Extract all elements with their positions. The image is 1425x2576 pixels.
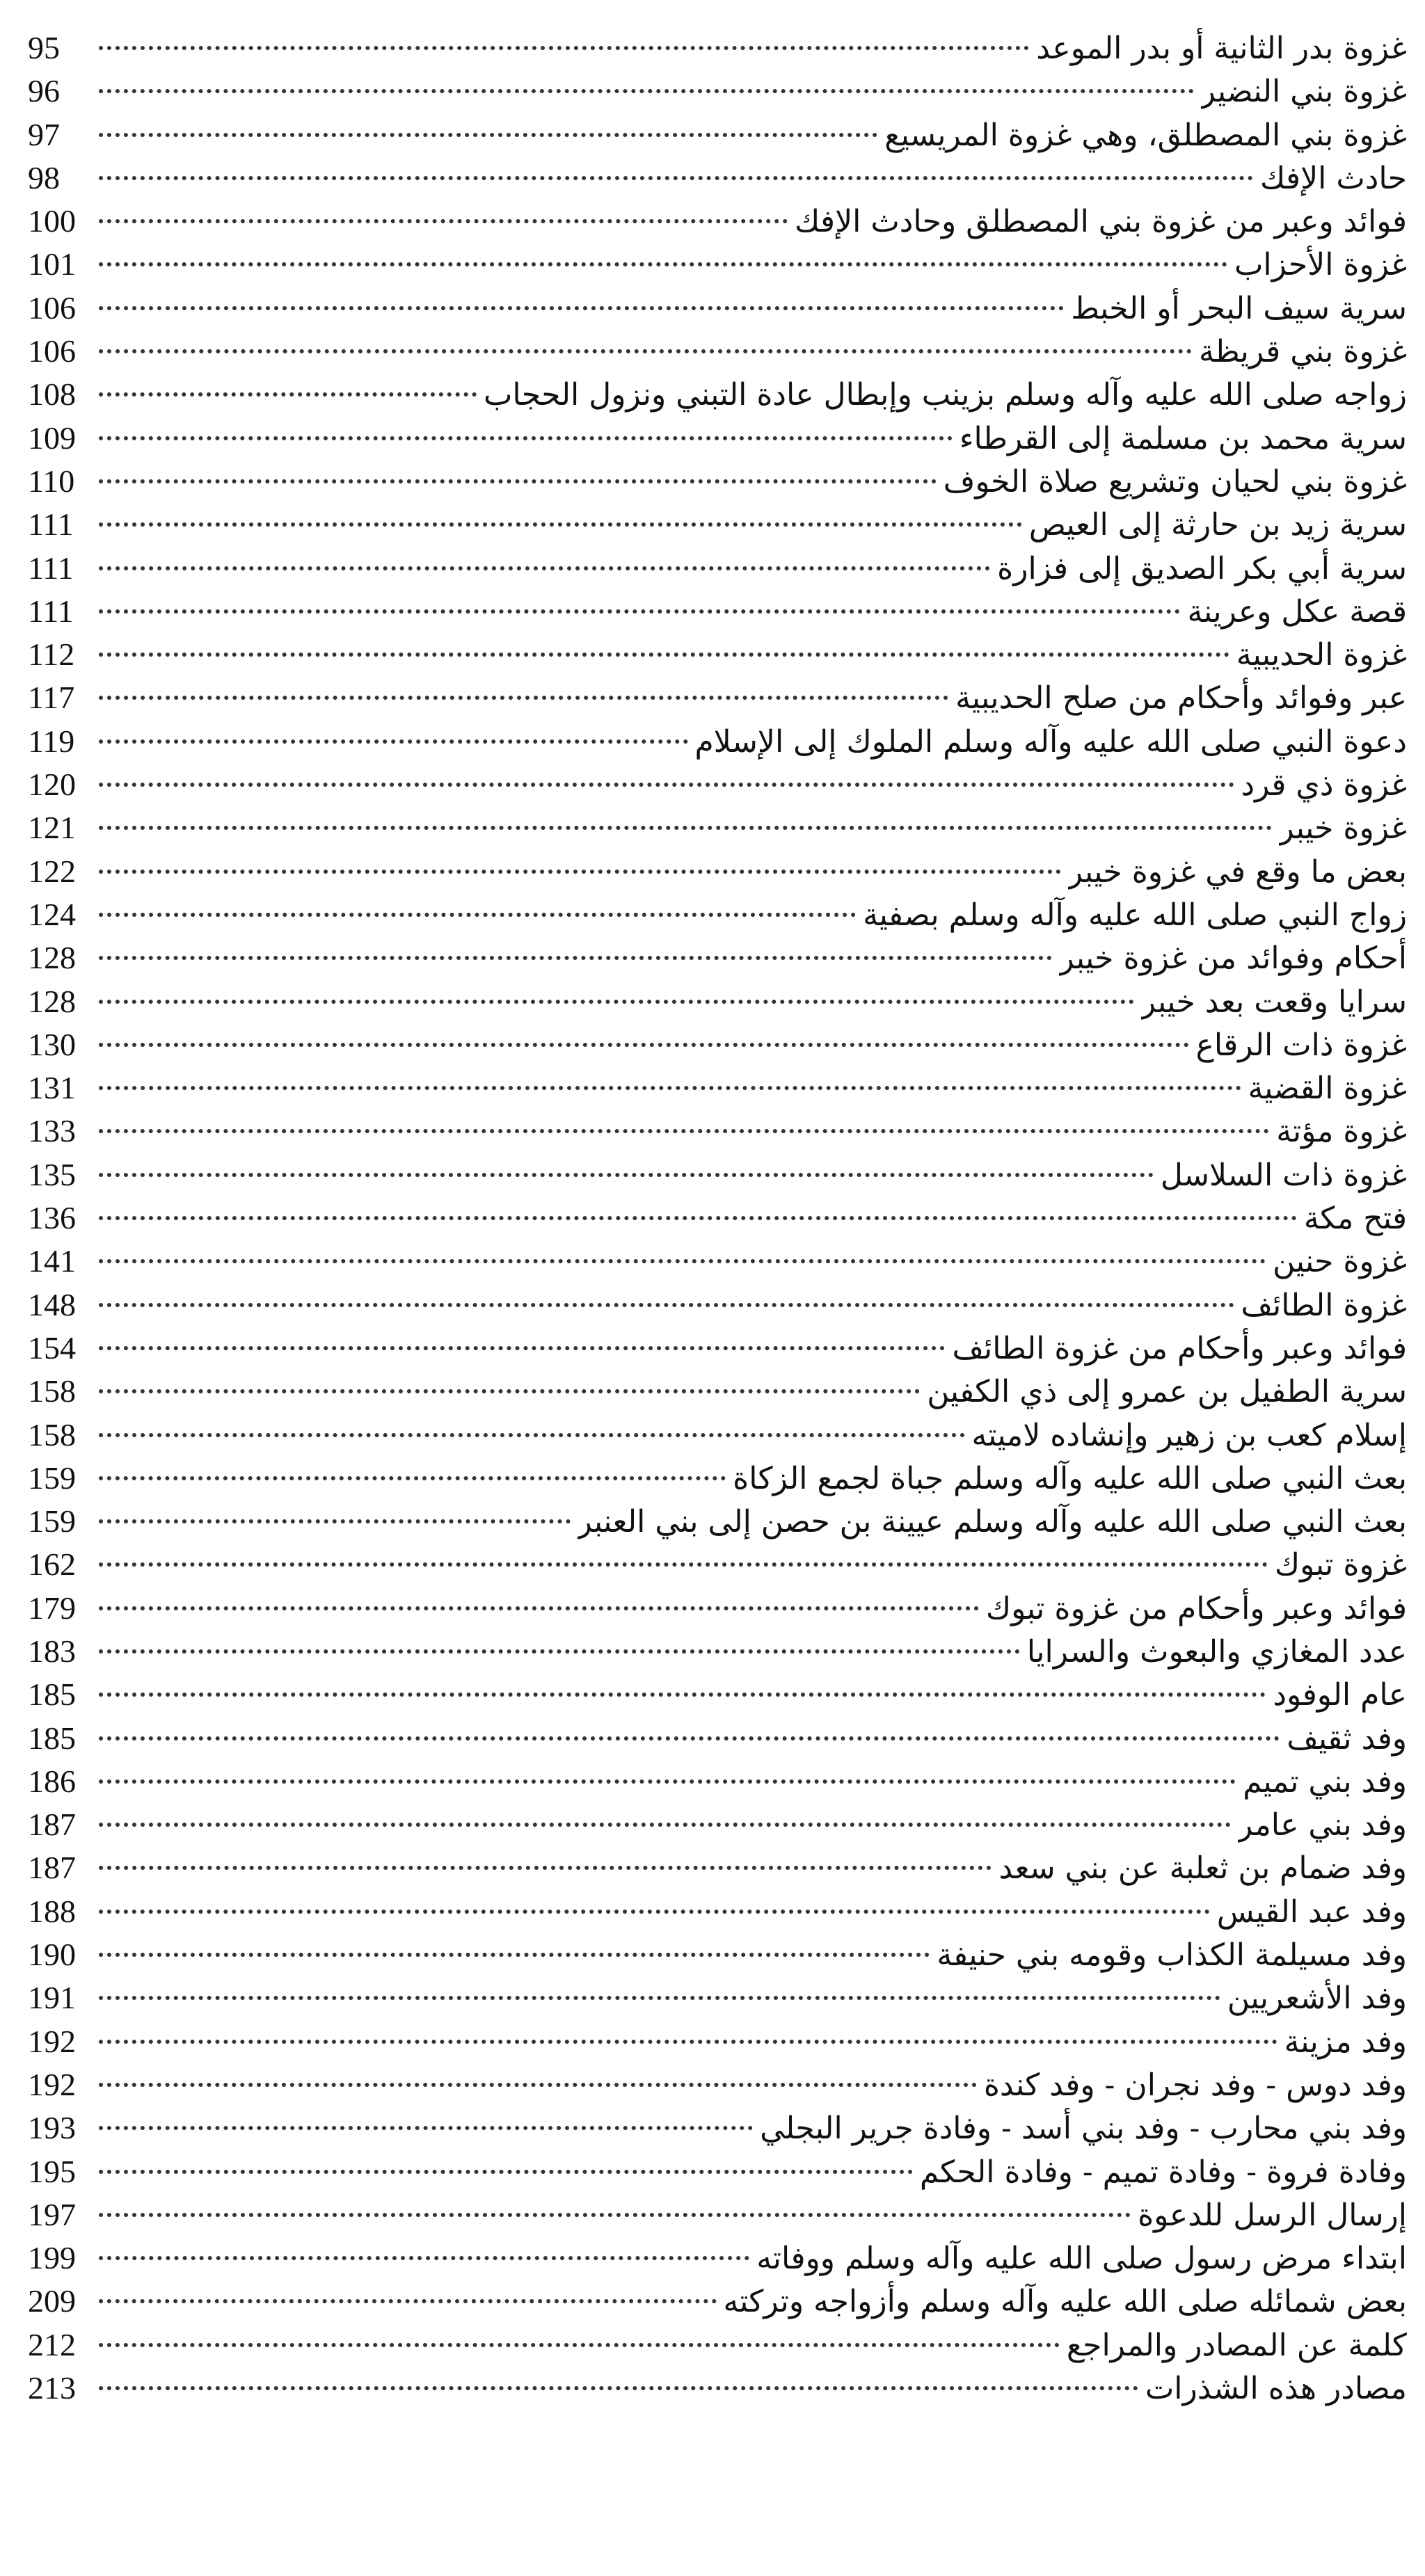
toc-entry[interactable] bbox=[28, 1370, 1407, 1413]
toc-entry-page-number: 191 bbox=[28, 1980, 76, 2016]
dot-leader bbox=[99, 1259, 1266, 1263]
toc-entry-page-number: 185 bbox=[28, 1720, 76, 1756]
toc-entry-page-number: 154 bbox=[28, 1329, 76, 1366]
toc-entry-page-number: 111 bbox=[28, 593, 74, 629]
toc-entry-page-number: 120 bbox=[28, 767, 76, 803]
toc-entry-page-number: 179 bbox=[28, 1590, 76, 1626]
toc-entry-page-number: 119 bbox=[28, 723, 75, 759]
toc-entry-title: سرية محمد بن مسلمة إلى القرطاء bbox=[959, 420, 1407, 456]
toc-entry-page-number: 158 bbox=[28, 1416, 76, 1453]
dot-leader bbox=[99, 262, 1227, 266]
toc-entry-page-number: 133 bbox=[28, 1113, 76, 1149]
toc-entry-title: عدد المغازي والبعوث والسرايا bbox=[1026, 1633, 1407, 1670]
toc-entry-title: غزوة ذات الرقاع bbox=[1195, 1027, 1407, 1063]
toc-entry-title: وفد دوس - وفد نجران - وفد كندة bbox=[983, 2067, 1407, 2103]
toc-entry-page-number: 159 bbox=[28, 1503, 76, 1539]
toc-entry-title: فتح مكة bbox=[1303, 1201, 1407, 1237]
dot-leader bbox=[99, 739, 688, 744]
toc-entry-title: فوائد وعبر وأحكام من غزوة تبوك bbox=[985, 1590, 1407, 1626]
toc-entry-title: فوائد وعبر وأحكام من غزوة الطائف bbox=[952, 1330, 1407, 1366]
toc-entry[interactable] bbox=[28, 1673, 1407, 1716]
toc-entry[interactable] bbox=[28, 1587, 1407, 1630]
toc-entry[interactable] bbox=[28, 936, 1407, 979]
toc-entry-page-number: 112 bbox=[28, 637, 75, 673]
toc-entry[interactable] bbox=[28, 1803, 1407, 1846]
toc-entry[interactable] bbox=[28, 1846, 1407, 1889]
toc-entry-page-number: 195 bbox=[28, 2153, 76, 2189]
toc-entry[interactable] bbox=[28, 893, 1407, 936]
toc-entry-title: فوائد وعبر من غزوة بني المصطلق وحادث الإفك bbox=[794, 204, 1407, 240]
toc-entry[interactable] bbox=[28, 1023, 1407, 1066]
toc-entry[interactable] bbox=[28, 2150, 1407, 2193]
toc-entry-page-number: 209 bbox=[28, 2283, 76, 2319]
toc-entry[interactable] bbox=[28, 2020, 1407, 2063]
toc-entry-title: غزوة بني النضير bbox=[1200, 74, 1407, 110]
dot-leader bbox=[99, 783, 1234, 787]
toc-entry-page-number: 192 bbox=[28, 2023, 76, 2059]
toc-entry-title: بعض ما وقع في غزوة خيبر bbox=[1067, 854, 1407, 890]
toc-entry[interactable] bbox=[28, 503, 1407, 546]
toc-entry[interactable] bbox=[28, 1066, 1407, 1110]
toc-entry[interactable] bbox=[28, 1500, 1407, 1543]
toc-entry-page-number: 197 bbox=[28, 2196, 76, 2232]
toc-entry[interactable] bbox=[28, 676, 1407, 719]
toc-entry[interactable] bbox=[28, 200, 1407, 243]
dot-leader bbox=[99, 1129, 1269, 1133]
toc-entry-title: غزوة خيبر bbox=[1279, 810, 1407, 847]
toc-entry-page-number: 96 bbox=[28, 73, 60, 109]
toc-entry-title: غزوة بدر الثانية أو بدر الموعد bbox=[1036, 31, 1407, 66]
toc-entry-page-number: 141 bbox=[28, 1243, 76, 1279]
dot-leader bbox=[99, 392, 477, 397]
toc-entry-page-number: 122 bbox=[28, 853, 76, 889]
toc-entry[interactable] bbox=[28, 2106, 1407, 2150]
toc-entry-page-number: 193 bbox=[28, 2110, 76, 2146]
dot-leader bbox=[99, 1389, 920, 1393]
dot-leader bbox=[99, 306, 1064, 310]
dot-leader bbox=[99, 1086, 1241, 1090]
toc-entry[interactable] bbox=[28, 1933, 1407, 1976]
toc-entry[interactable] bbox=[28, 1240, 1407, 1283]
toc-entry-title: غزوة مؤتة bbox=[1276, 1114, 1407, 1150]
dot-leader bbox=[99, 1043, 1189, 1047]
toc-entry-title: سرايا وقعت بعد خيبر bbox=[1140, 984, 1407, 1020]
table-of-contents bbox=[28, 26, 1407, 2410]
toc-entry-page-number: 124 bbox=[28, 896, 76, 932]
dot-leader bbox=[99, 2170, 913, 2174]
toc-entry[interactable] bbox=[28, 1717, 1407, 1760]
toc-entry[interactable] bbox=[28, 1543, 1407, 1586]
toc-entry-page-number: 212 bbox=[28, 2326, 76, 2362]
toc-entry-page-number: 97 bbox=[28, 116, 60, 152]
dot-leader bbox=[99, 2343, 1060, 2347]
toc-entry-title: زواج النبي صلى الله عليه وآله وسلم بصفية bbox=[863, 897, 1407, 933]
toc-entry-title: غزوة الطائف bbox=[1241, 1287, 1407, 1323]
toc-entry-page-number: 106 bbox=[28, 289, 76, 326]
toc-entry-title: وفد الأشعريين bbox=[1227, 1981, 1407, 2017]
toc-entry-page-number: 183 bbox=[28, 1633, 76, 1669]
toc-entry-title: وفد مزينة bbox=[1284, 2024, 1407, 2060]
toc-entry[interactable] bbox=[28, 330, 1407, 373]
toc-entry[interactable] bbox=[28, 720, 1407, 763]
toc-entry-title: غزوة ذي قرد bbox=[1241, 767, 1407, 803]
dot-leader bbox=[99, 1173, 1154, 1177]
toc-entry[interactable] bbox=[28, 460, 1407, 503]
toc-entry-page-number: 131 bbox=[28, 1070, 76, 1106]
toc-entry[interactable] bbox=[28, 1327, 1407, 1370]
toc-entry[interactable] bbox=[28, 1110, 1407, 1153]
toc-entry-title: سرية زيد بن حارثة إلى العيص bbox=[1028, 507, 1407, 543]
toc-entry-title: سرية سيف البحر أو الخبط bbox=[1071, 290, 1407, 326]
dot-leader bbox=[99, 522, 1022, 527]
toc-entry-page-number: 159 bbox=[28, 1459, 76, 1496]
toc-entry-title: ابتداء مرض رسول صلى الله عليه وآله وسلم ووفاته bbox=[756, 2241, 1407, 2277]
toc-entry[interactable] bbox=[28, 1414, 1407, 1457]
toc-entry[interactable] bbox=[28, 850, 1407, 893]
toc-entry-page-number: 128 bbox=[28, 983, 76, 1019]
dot-leader bbox=[99, 1823, 1231, 1827]
toc-entry-title: سرية أبي بكر الصديق إلى فزارة bbox=[997, 550, 1407, 586]
dot-leader bbox=[99, 1736, 1280, 1741]
toc-entry[interactable] bbox=[28, 547, 1407, 590]
dot-leader bbox=[99, 436, 953, 440]
toc-entry-title: وفادة فروة - وفادة تميم - وفادة الحكم bbox=[919, 2154, 1407, 2190]
dot-leader bbox=[99, 1866, 992, 1870]
dot-leader bbox=[99, 1996, 1220, 2000]
toc-entry[interactable] bbox=[28, 590, 1407, 633]
dot-leader bbox=[99, 1606, 979, 1610]
toc-entry[interactable] bbox=[28, 157, 1407, 200]
toc-entry-page-number: 109 bbox=[28, 419, 76, 456]
toc-entry[interactable] bbox=[28, 806, 1407, 849]
dot-leader bbox=[99, 2256, 749, 2260]
dot-leader bbox=[99, 609, 1180, 614]
toc-entry-page-number: 148 bbox=[28, 1286, 76, 1322]
dot-leader bbox=[99, 870, 1061, 874]
toc-entry-title: قصة عكل وعرينة bbox=[1187, 593, 1407, 630]
toc-entry-page-number: 121 bbox=[28, 810, 76, 846]
toc-entry-page-number: 98 bbox=[28, 159, 60, 195]
toc-entry[interactable] bbox=[28, 113, 1407, 157]
toc-entry-title: غزوة تبوك bbox=[1274, 1547, 1407, 1583]
toc-entry-page-number: 199 bbox=[28, 2240, 76, 2276]
toc-entry[interactable] bbox=[28, 1283, 1407, 1327]
dot-leader bbox=[99, 1476, 726, 1480]
toc-entry-title: غزوة الأحزاب bbox=[1234, 247, 1407, 283]
toc-entry[interactable] bbox=[28, 287, 1407, 330]
dot-leader bbox=[99, 1953, 930, 1957]
toc-entry-title: عبر وفوائد وأحكام من صلح الحديبية bbox=[955, 680, 1407, 717]
dot-leader bbox=[99, 133, 877, 137]
toc-entry-page-number: 128 bbox=[28, 940, 76, 976]
toc-entry-title: حادث الإفك bbox=[1259, 160, 1407, 196]
dot-leader bbox=[99, 2386, 1138, 2390]
toc-entry-page-number: 213 bbox=[28, 2370, 76, 2406]
toc-entry-page-number: 192 bbox=[28, 2066, 76, 2102]
toc-entry-title: وفد عبد القيس bbox=[1216, 1894, 1407, 1930]
toc-entry-title: زواجه صلى الله عليه وآله وسلم بزينب وإبطال عادة التبني ونزول الحجاب bbox=[483, 377, 1407, 413]
toc-entry-title: بعث النبي صلى الله عليه وآله وسلم جباة لجمع الزكاة bbox=[733, 1460, 1407, 1496]
toc-entry[interactable] bbox=[28, 243, 1407, 286]
toc-entry-page-number: 100 bbox=[28, 203, 76, 239]
toc-entry-page-number: 190 bbox=[28, 1937, 76, 1973]
toc-entry-page-number: 158 bbox=[28, 1373, 76, 1409]
toc-entry-title: وفد مسيلمة الكذاب وقومه بني حنيفة bbox=[937, 1937, 1407, 1974]
toc-entry[interactable] bbox=[28, 2193, 1407, 2237]
toc-entry[interactable] bbox=[28, 763, 1407, 806]
dot-leader bbox=[99, 1216, 1297, 1220]
toc-entry[interactable] bbox=[28, 373, 1407, 416]
toc-entry-title: غزوة حنين bbox=[1273, 1244, 1407, 1280]
toc-entry-title: وفد ثقيف bbox=[1287, 1720, 1407, 1757]
toc-entry-title: سرية الطفيل بن عمرو إلى ذي الكفين bbox=[927, 1374, 1407, 1410]
toc-entry-page-number: 106 bbox=[28, 333, 76, 369]
dot-leader bbox=[99, 1779, 1236, 1784]
toc-entry[interactable] bbox=[28, 1153, 1407, 1197]
toc-entry-title: أحكام وفوائد من غزوة خيبر bbox=[1059, 941, 1407, 977]
toc-entry-page-number: 186 bbox=[28, 1763, 76, 1799]
toc-entry[interactable] bbox=[28, 2367, 1407, 2410]
dot-leader bbox=[99, 89, 1194, 93]
toc-entry-title: إرسال الرسل للدعوة bbox=[1138, 2197, 1407, 2233]
dot-leader bbox=[99, 566, 990, 570]
toc-entry[interactable] bbox=[28, 1457, 1407, 1500]
toc-entry[interactable] bbox=[28, 2063, 1407, 2106]
dot-leader bbox=[99, 2299, 717, 2303]
dot-leader bbox=[99, 46, 1029, 50]
toc-entry-title: غزوة ذات السلاسل bbox=[1160, 1157, 1407, 1193]
toc-entry-title: كلمة عن المصادر والمراجع bbox=[1066, 2327, 1407, 2363]
toc-entry-page-number: 95 bbox=[28, 30, 60, 65]
dot-leader bbox=[99, 1649, 1020, 1654]
toc-entry-title: غزوة بني لحيان وتشريع صلاة الخوف bbox=[943, 463, 1407, 499]
toc-entry-page-number: 111 bbox=[28, 550, 74, 586]
dot-leader bbox=[99, 1303, 1234, 1307]
toc-entry-page-number: 117 bbox=[28, 680, 75, 716]
dot-leader bbox=[99, 1000, 1134, 1004]
toc-entry-title: وفد بني محارب - وفد بني أسد - وفادة جرير البجلي bbox=[760, 2111, 1407, 2147]
toc-entry[interactable] bbox=[28, 2237, 1407, 2280]
toc-entry[interactable] bbox=[28, 980, 1407, 1023]
dot-leader bbox=[99, 2213, 1131, 2217]
toc-entry-title: غزوة الحديبية bbox=[1236, 637, 1407, 673]
toc-entry-page-number: 111 bbox=[28, 506, 74, 543]
dot-leader bbox=[99, 696, 948, 700]
toc-entry-title: بعث النبي صلى الله عليه وآله وسلم عيينة بن حصن إلى بني العنبر bbox=[577, 1504, 1407, 1540]
toc-entry-title: مصادر هذه الشذرات bbox=[1145, 2371, 1407, 2407]
toc-entry-page-number: 162 bbox=[28, 1546, 76, 1583]
dot-leader bbox=[99, 1562, 1268, 1567]
toc-entry-page-number: 187 bbox=[28, 1850, 76, 1886]
dot-leader bbox=[99, 653, 1229, 657]
dot-leader bbox=[99, 2126, 753, 2130]
dot-leader bbox=[99, 219, 788, 223]
toc-entry[interactable] bbox=[28, 633, 1407, 676]
toc-entry-page-number: 108 bbox=[28, 376, 76, 413]
toc-entry[interactable] bbox=[28, 26, 1407, 70]
toc-entry[interactable] bbox=[28, 417, 1407, 460]
dot-leader bbox=[99, 2083, 977, 2087]
toc-entry-title: غزوة القضية bbox=[1248, 1071, 1407, 1107]
dot-leader bbox=[99, 913, 856, 917]
toc-entry-title: دعوة النبي صلى الله عليه وآله وسلم الملوك إلى الإسلام bbox=[694, 723, 1407, 760]
toc-entry[interactable] bbox=[28, 70, 1407, 113]
dot-leader bbox=[99, 826, 1272, 830]
toc-entry-title: غزوة بني قريظة bbox=[1199, 334, 1407, 370]
toc-entry-page-number: 110 bbox=[28, 463, 75, 499]
toc-entry-page-number: 187 bbox=[28, 1807, 76, 1843]
toc-entry-page-number: 136 bbox=[28, 1200, 76, 1236]
toc-entry[interactable] bbox=[28, 1760, 1407, 1803]
dot-leader bbox=[99, 349, 1192, 353]
dot-leader bbox=[99, 2040, 1277, 2044]
toc-entry-title: إسلام كعب بن زهير وإنشاده لاميته bbox=[971, 1417, 1407, 1453]
toc-entry-page-number: 185 bbox=[28, 1677, 76, 1713]
toc-entry-title: وفد بني تميم bbox=[1243, 1763, 1407, 1800]
dot-leader bbox=[99, 1519, 571, 1523]
toc-entry-title: عام الوفود bbox=[1273, 1677, 1407, 1713]
dot-leader bbox=[99, 956, 1052, 960]
toc-entry[interactable] bbox=[28, 1890, 1407, 1933]
toc-entry[interactable] bbox=[28, 2323, 1407, 2367]
dot-leader bbox=[99, 176, 1253, 180]
toc-entry-page-number: 188 bbox=[28, 1893, 76, 1929]
toc-entry-title: بعض شمائله صلى الله عليه وآله وسلم وأزواجه وتركته bbox=[723, 2284, 1407, 2320]
toc-entry[interactable] bbox=[28, 2280, 1407, 2323]
dot-leader bbox=[99, 1910, 1210, 1914]
dot-leader bbox=[99, 1433, 965, 1437]
dot-leader bbox=[99, 1693, 1266, 1697]
toc-entry-page-number: 101 bbox=[28, 246, 76, 282]
toc-entry-page-number: 135 bbox=[28, 1156, 76, 1192]
toc-entry[interactable] bbox=[28, 1630, 1407, 1673]
toc-entry-page-number: 130 bbox=[28, 1026, 76, 1062]
toc-entry[interactable] bbox=[28, 1976, 1407, 2019]
dot-leader bbox=[99, 479, 937, 483]
toc-entry-title: وفد بني عامر bbox=[1237, 1807, 1407, 1843]
toc-entry[interactable] bbox=[28, 1197, 1407, 1240]
toc-entry-title: غزوة بني المصطلق، وهي غزوة المريسيع bbox=[884, 117, 1407, 153]
dot-leader bbox=[99, 1346, 945, 1350]
toc-entry-title: وفد ضمام بن ثعلبة عن بني سعد bbox=[998, 1850, 1407, 1887]
